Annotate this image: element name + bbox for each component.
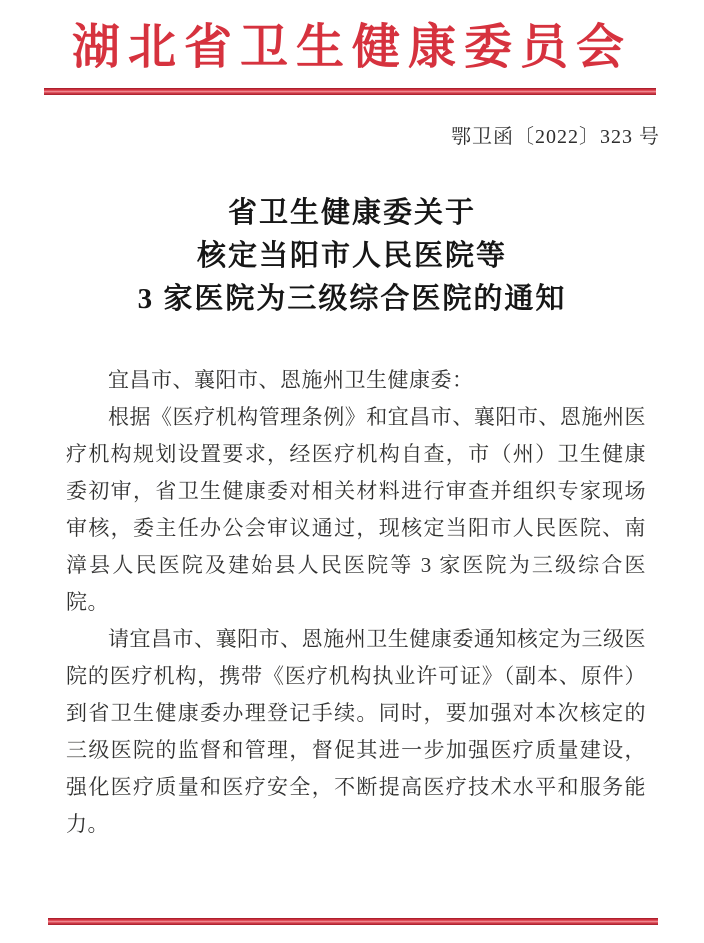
document-title: [0, 192, 704, 321]
body-paragraph-1: 根据《医疗机构管理条例》和宜昌市、襄阳市、恩施州医疗机构规划设置要求，经医疗机构自查，市（州）卫生健康委初审，省卫生健康委对相关材料进行审查并组织专家现场审核，委主任办公会审议通过，现核定当阳市人民医院、南漳县人民医院及建始县人民医院等 3 家医院为三级综合医院。: [66, 405, 646, 614]
footer-rule: [48, 918, 658, 925]
letterhead-divider-rule: [44, 88, 656, 95]
document-title-line-1: 省卫生健康委关于: [227, 197, 476, 229]
document-title-line-2: 核定当阳市人民医院等: [196, 240, 507, 272]
document-body: [66, 362, 646, 843]
salutation: 宜昌市、襄阳市、恩施州卫生健康委：: [108, 368, 474, 392]
document-title-line-3: 3 家医院为三级综合医院的通知: [137, 283, 567, 315]
body-paragraph-2: 请宜昌市、襄阳市、恩施州卫生健康委通知核定为三级医院的医疗机构，携带《医疗机构执业许可证》（副本、原件）到省卫生健康委办理登记手续。同时，要加强对本次核定的三级医院的监督和管理，督促其进一步加强医疗质量建设，强化医疗质量和医疗安全，不断提高医疗技术水平和服务能力。: [66, 627, 646, 836]
letterhead-agency-name: 湖北省卫生健康委员会: [71, 21, 632, 74]
document-reference-number: 鄂卫函〔2022〕323 号: [451, 126, 660, 148]
